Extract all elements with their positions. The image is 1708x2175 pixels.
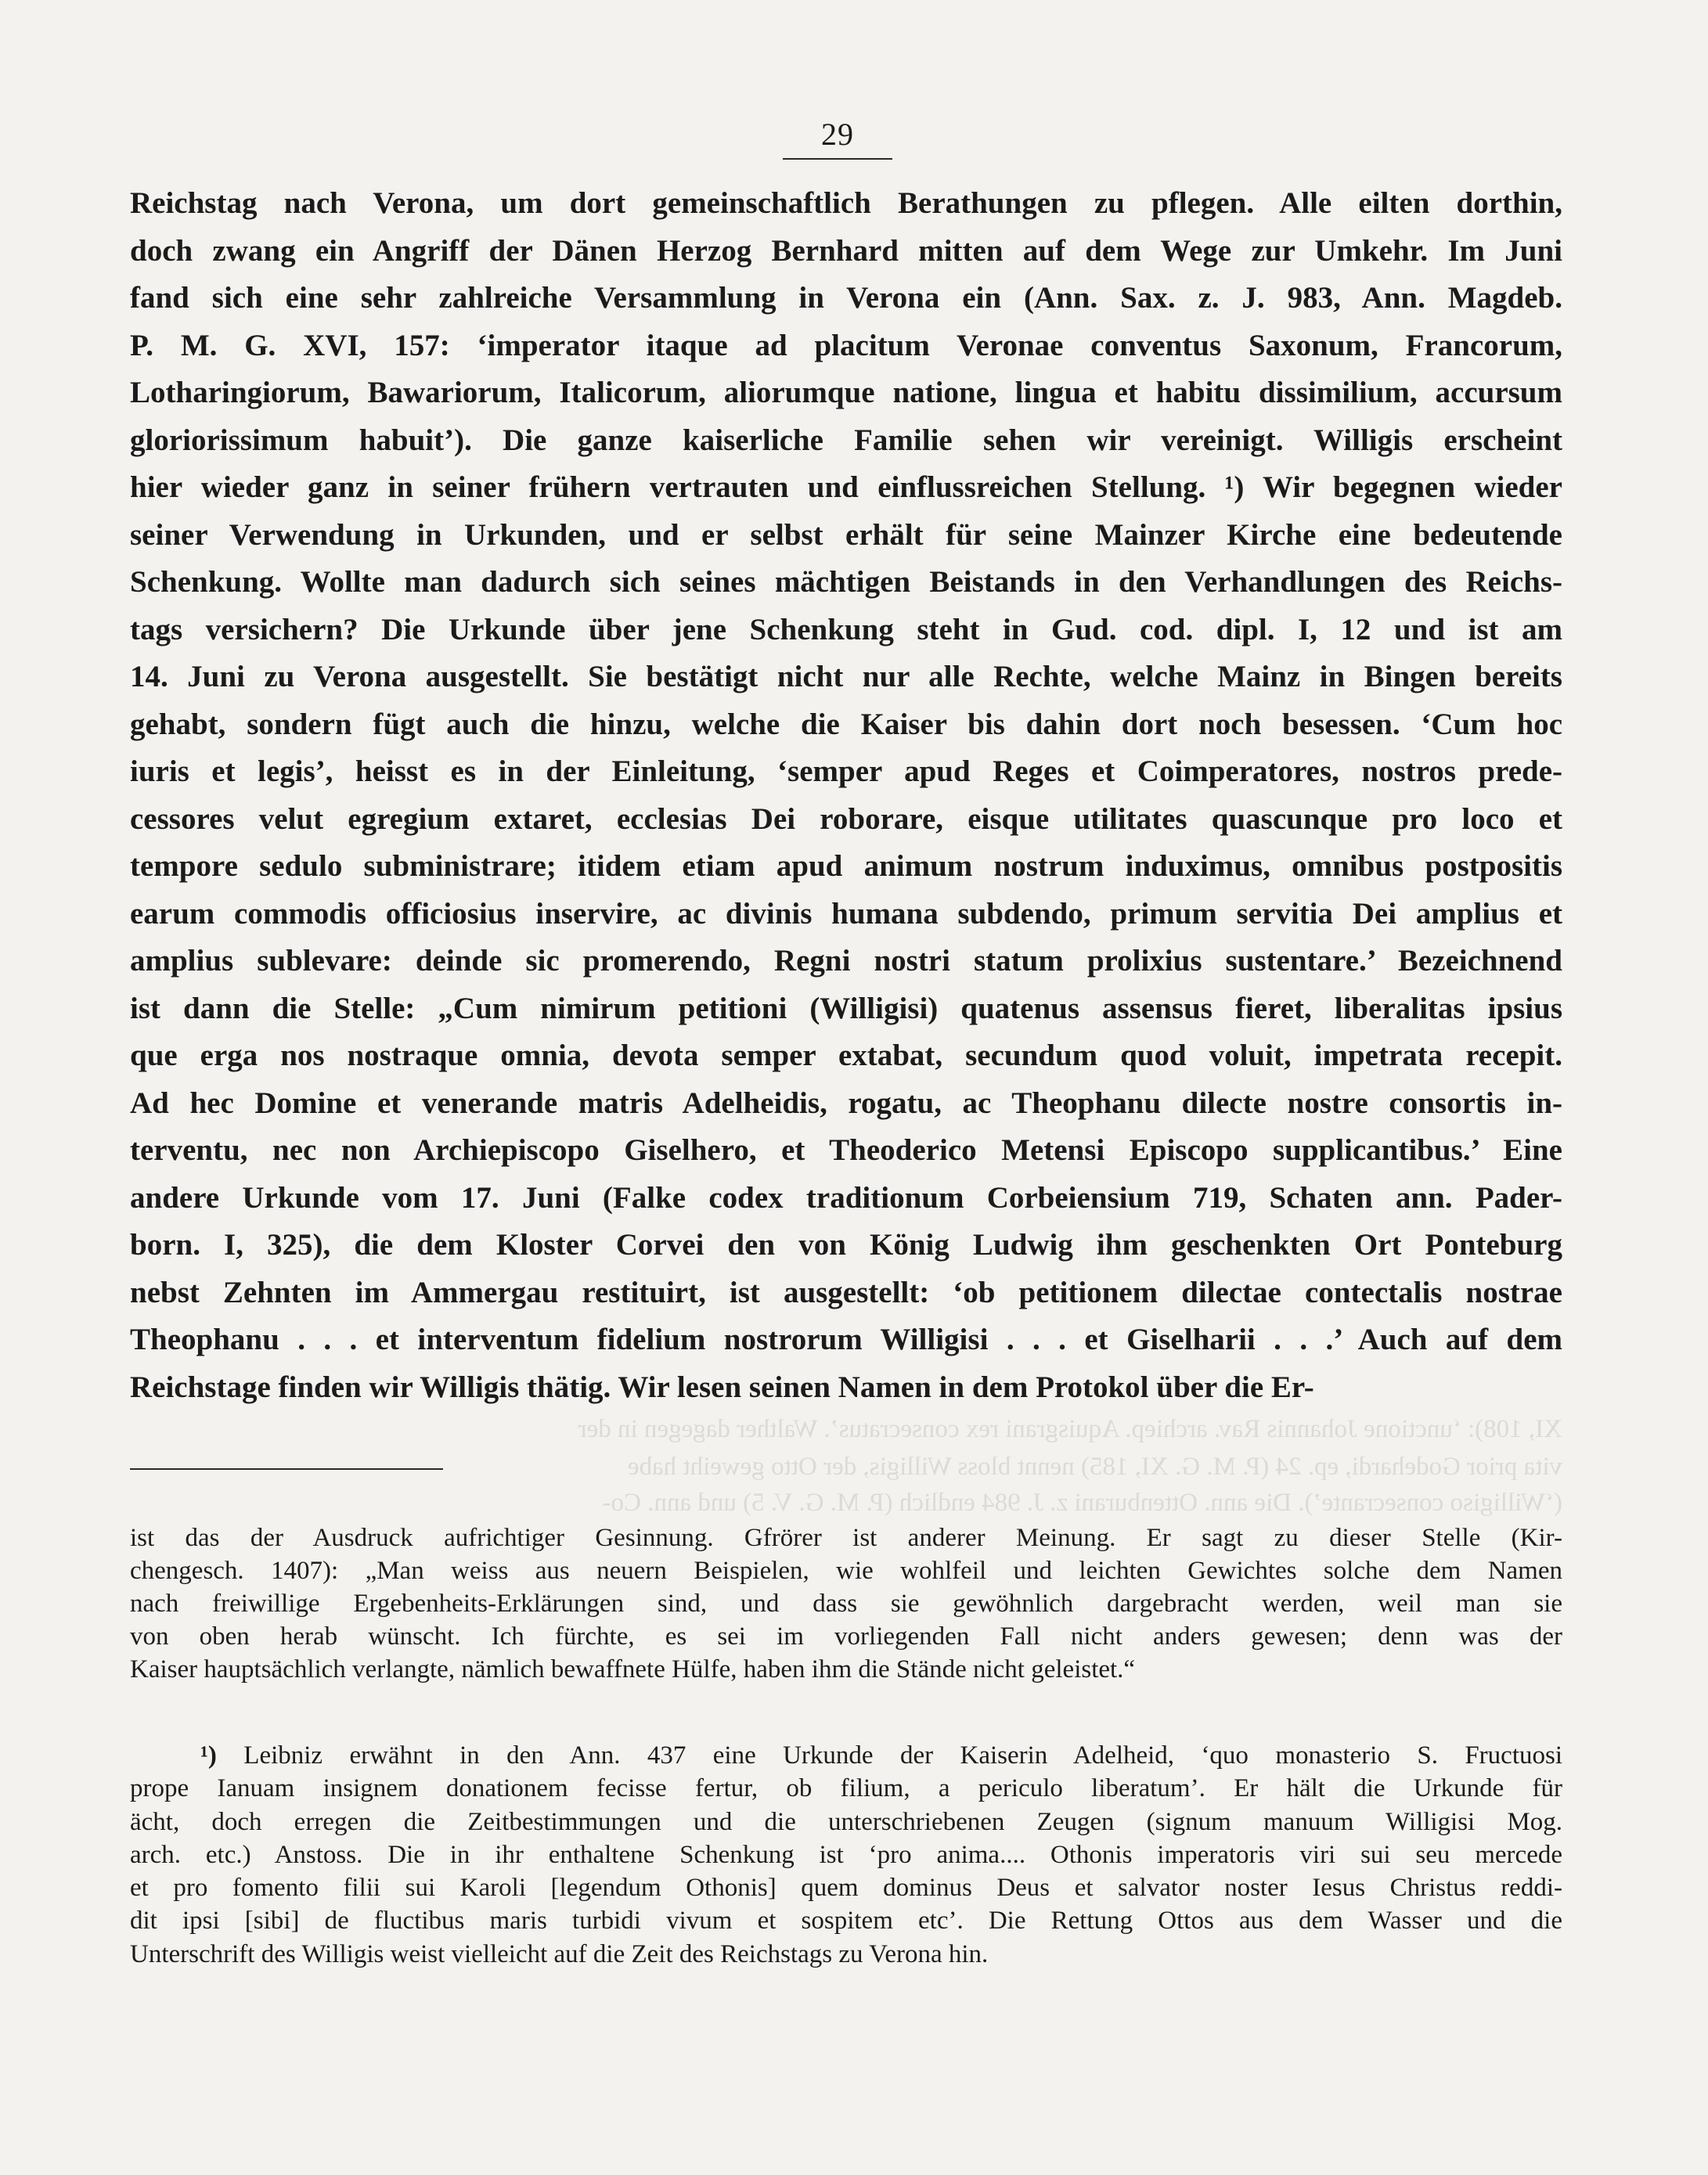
- body-line: 14. Juni zu Verona ausgestellt. Sie bestätigt nicht nur alle Rechte, welche Mainz in Bingen bereits: [130, 660, 1562, 693]
- continued-note-text: [130, 1521, 1562, 1686]
- footnote-line: prope Ianuam insignem donationem fecisse fertur, ob filium, a periculo liberatum’. Er hält die Urkunde für: [130, 1774, 1562, 1803]
- body-line: amplius sublevare: deinde sic promerendo, Regni nostri statum prolixius sustentare.’ Bezeichnend: [130, 944, 1562, 978]
- body-line: earum commodis officiosius inservire, ac divinis humana subdendo, primum servitia Dei amplius et: [130, 896, 1562, 931]
- body-line: tempore sedulo subministrare; itidem etiam apud animum nostrum induximus, omnibus postpositis: [130, 849, 1562, 883]
- bleed-through-line: XI, 108): ‘unctione Johannis Rav. archiep. Aquisgrani rex consecratus’. Walther dagegen in der: [578, 1415, 1562, 1443]
- body-line: gloriorissimum habuit’). Die ganze kaiserliche Familie sehen wir vereinigt. Willigis erscheint: [130, 423, 1562, 457]
- body-line: doch zwang ein Angriff der Dänen Herzog Bernhard mitten auf dem Wege zur Umkehr. Im Juni: [130, 233, 1562, 268]
- bleed-through-line: (‘Willigiso consecrante’). Die ann. Ottenburani z. J. 984 endlich (P. M. G. V. 5) und ann. Co-: [602, 1489, 1562, 1517]
- body-line: iuris et legis’, heisst es in der Einleitung, ‘semper apud Reges et Coimperatores, nostros prede-: [130, 754, 1562, 788]
- body-line: Reichstage finden wir Willigis thätig. Wir lesen seinen Namen in dem Protokol über die Er-: [130, 1370, 1314, 1404]
- body-line: Reichstag nach Verona, um dort gemeinschaftlich Berathungen zu pflegen. Alle eilten dorthin,: [130, 186, 1562, 220]
- body-line: ist dann die Stelle: „Cum nimirum petitioni (Willigisi) quatenus assensus fieret, liberalitas ipsius: [130, 991, 1562, 1025]
- body-line: andere Urkunde vom 17. Juni (Falke codex traditionum Corbeiensium 719, Schaten ann. Pader-: [130, 1180, 1562, 1215]
- body-line: Ad hec Domine et venerande matris Adelheidis, rogatu, ac Theophanu dilecte nostre consortis in-: [130, 1086, 1562, 1120]
- body-line: Theophanu . . . et interventum fidelium nostrorum Willigisi . . . et Giselharii . . .’ Auch auf dem: [130, 1323, 1562, 1356]
- footnote-marker: ¹): [200, 1741, 217, 1770]
- footnote-line: et pro fomento filii sui Karoli [legendum Othonis] quem dominus Deus et salvator noster Iesus Christus reddi-: [130, 1874, 1562, 1903]
- note-line: nach freiwillige Ergebenheits-Erklärungen sind, und dass sie gewöhnlich dargebracht werden, weil man sie: [130, 1590, 1562, 1618]
- note-line: ist das der Ausdruck aufrichtiger Gesinnung. Gfrörer ist anderer Meinung. Er sagt zu dieser Stelle (Kir-: [130, 1524, 1562, 1552]
- footnote-line: ächt, doch erregen die Zeitbestimmungen und die unterschriebenen Zeugen (signum manuum Willigisi Mog.: [130, 1807, 1562, 1836]
- body-line: seiner Verwendung in Urkunden, und er selbst erhält für seine Mainzer Kirche eine bedeutende: [130, 517, 1562, 552]
- body-line: fand sich eine sehr zahlreiche Versammlung in Verona ein (Ann. Sax. z. J. 983, Ann. Magdeb.: [130, 281, 1562, 315]
- footnote-line: [130, 1739, 1562, 1772]
- body-line: hier wieder ganz in seiner frühern vertrauten und einflussreichen Stellung. ¹) Wir begegnen wieder: [130, 470, 1562, 504]
- body-line: Schenkung. Wollte man dadurch sich seines mächtigen Beistands in den Verhandlungen des Reichs-: [130, 565, 1562, 599]
- footnote-line: arch. etc.) Anstoss. Die in ihr enthaltene Schenkung ist ‘pro anima.... Othonis imperatoris viri sui seu mercede: [130, 1840, 1562, 1869]
- bleed-through-line: vita prior Godehardi, ep. 24 (P. M. G. XI, 185) nennt bloss Willigis, der Otto geweiht habe: [627, 1453, 1562, 1481]
- footnote-line: dit ipsi [sibi] de fluctibus maris turbidi vivum et sospitem etc’. Die Rettung Ottos aus dem Wasser und die: [130, 1907, 1562, 1936]
- body-line: que erga nos nostraque omnia, devota semper extabat, secundum quod voluit, impetrata recepit.: [130, 1039, 1562, 1072]
- page-number: 29: [821, 117, 854, 152]
- body-line: terventu, nec non Archiepiscopo Giselhero, et Theoderico Metensi Episcopo supplicantibus.’ Eine: [130, 1133, 1562, 1167]
- footnote-1: [130, 1739, 1562, 1971]
- body-line: gehabt, sondern fügt auch die hinzu, welche die Kaiser bis dahin dort noch besessen. ‘Cum hoc: [130, 707, 1562, 741]
- footnote-separator-rule: [130, 1468, 443, 1470]
- main-body-text: [130, 180, 1562, 1411]
- body-line: nebst Zehnten im Ammergau restituirt, ist ausgestellt: ‘ob petitionem dilectae contectalis nostrae: [130, 1275, 1562, 1309]
- body-line: cessores velut egregium extaret, ecclesias Dei roborare, eisque utilitates quascunque pro loco et: [130, 801, 1562, 836]
- body-line: tags versichern? Die Urkunde über jene Schenkung steht in Gud. cod. dipl. I, 12 und ist am: [130, 612, 1562, 646]
- footnote-line-text: Leibniz erwähnt in den Ann. 437 eine Urkunde der Kaiserin Adelheid, ‘quo monasterio S. Fructuosi: [243, 1741, 1562, 1770]
- body-line: Lotharingiorum, Bawariorum, Italicorum, aliorumque natione, lingua et habitu dissimilium, accursum: [130, 376, 1562, 409]
- body-line: born. I, 325), die dem Kloster Corvei den von König Ludwig ihm geschenkten Ort Ponteburg: [130, 1228, 1562, 1262]
- body-line: P. M. G. XVI, 157: ‘imperator itaque ad placitum Veronae conventus Saxonum, Francorum,: [130, 328, 1562, 362]
- note-line: von oben herab wünscht. Ich fürchte, es sei im vorliegenden Fall nicht anders gewesen; denn was der: [130, 1622, 1562, 1651]
- note-line: Kaiser hauptsächlich verlangte, nämlich bewaffnete Hülfe, haben ihm die Stände nicht geleistet.“: [130, 1655, 1136, 1683]
- page-number-rule: [783, 158, 892, 160]
- footnote-line: Unterschrift des Willigis weist vielleicht auf die Zeit des Reichstags zu Verona hin.: [130, 1939, 989, 1968]
- note-line: chengesch. 1407): „Man weiss aus neuern Beispielen, wie wohlfeil und leichten Gewichtes solche dem Namen: [130, 1557, 1562, 1585]
